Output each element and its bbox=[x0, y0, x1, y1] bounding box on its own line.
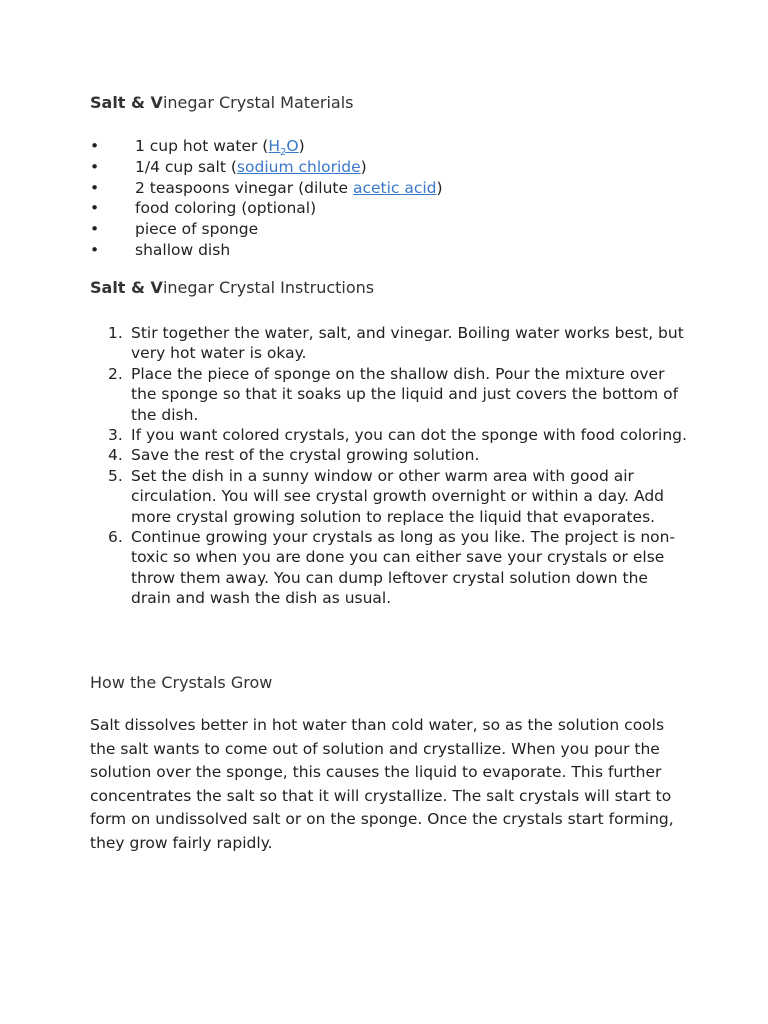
list-item bbox=[108, 323, 688, 364]
bullet-icon: • bbox=[90, 157, 100, 176]
step-text: Place the piece of sponge on the shallow dish. Pour the mixture over the sponge so that it soaks up the liquid and just covers the bottom of the dish. bbox=[131, 364, 679, 424]
step-number: 5. bbox=[108, 466, 123, 485]
list-item: • piece of sponge bbox=[90, 220, 259, 239]
list-item bbox=[108, 466, 688, 527]
list-item bbox=[108, 445, 688, 465]
list-item: • 2 teaspoons vinegar (dilute acetic acid) bbox=[90, 178, 443, 197]
list-item: • 1/4 cup salt (sodium chloride) bbox=[90, 157, 367, 176]
step-number: 3. bbox=[108, 426, 123, 445]
materials-heading: Salt & Vinegar Crystal Materials bbox=[90, 93, 354, 112]
sodium-chloride-link[interactable]: sodium chloride bbox=[236, 157, 361, 176]
step-number: 1. bbox=[108, 324, 123, 342]
bullet-icon: • bbox=[90, 240, 100, 259]
step-number: 4. bbox=[108, 446, 123, 465]
step-text: Save the rest of the crystal growing solution. bbox=[131, 446, 480, 465]
instructions-heading: Salt & Vinegar Crystal Instructions bbox=[90, 278, 375, 297]
list-item: • shallow dish bbox=[90, 240, 231, 259]
list-item bbox=[108, 425, 688, 445]
list-item: • 1 cup hot water $(H_2O)$ bbox=[90, 137, 305, 159]
step-text: Continue growing your crystals as long as you like. The project is non-toxic so when you are done you can either save your crystals or else throw them away. You can dump leftover crystal solution down the drain and wash the dish as usual. bbox=[131, 528, 676, 608]
list-item: • food coloring (optional) bbox=[90, 199, 317, 218]
growth-heading: How the Crystals Grow bbox=[90, 673, 273, 692]
step-text: Set the dish in a sunny window or other warm area with good air circulation. You will see crystal growth overnight or within a day. Add more crystal growing solution to replace the liquid that evaporates. bbox=[131, 466, 665, 526]
acetic-acid-link[interactable]: acetic acid bbox=[352, 178, 437, 197]
bullet-icon: • bbox=[90, 220, 100, 239]
growth-paragraph: Salt dissolves better in hot water than cold water, so as the solution cools the salt wants to come out of solution and crystallize. When you pour the solution over the sponge, this causes the liquid to evaporate. This further concentrates the salt so that it will crystallize. The salt crystals will start to form on undissolved salt or on the sponge. Once the crystals start forming, they grow fairly rapidly. bbox=[90, 716, 674, 852]
bullet-icon: • bbox=[90, 178, 100, 197]
h2o-link[interactable]: $H_2O$ bbox=[268, 137, 299, 159]
step-text: Stir together the water, salt, and vinegar. Boiling water works best, but very hot water is okay. bbox=[131, 324, 684, 363]
step-number: 6. bbox=[108, 528, 123, 547]
bullet-icon: • bbox=[90, 137, 100, 155]
step-text: If you want colored crystals, you can dot the sponge with food coloring. bbox=[131, 426, 687, 445]
step-number: 2. bbox=[108, 364, 123, 383]
list-item bbox=[108, 364, 688, 425]
bullet-icon: • bbox=[90, 199, 100, 218]
list-item bbox=[108, 527, 688, 609]
instructions-list bbox=[108, 323, 688, 609]
materials-list bbox=[90, 136, 443, 261]
